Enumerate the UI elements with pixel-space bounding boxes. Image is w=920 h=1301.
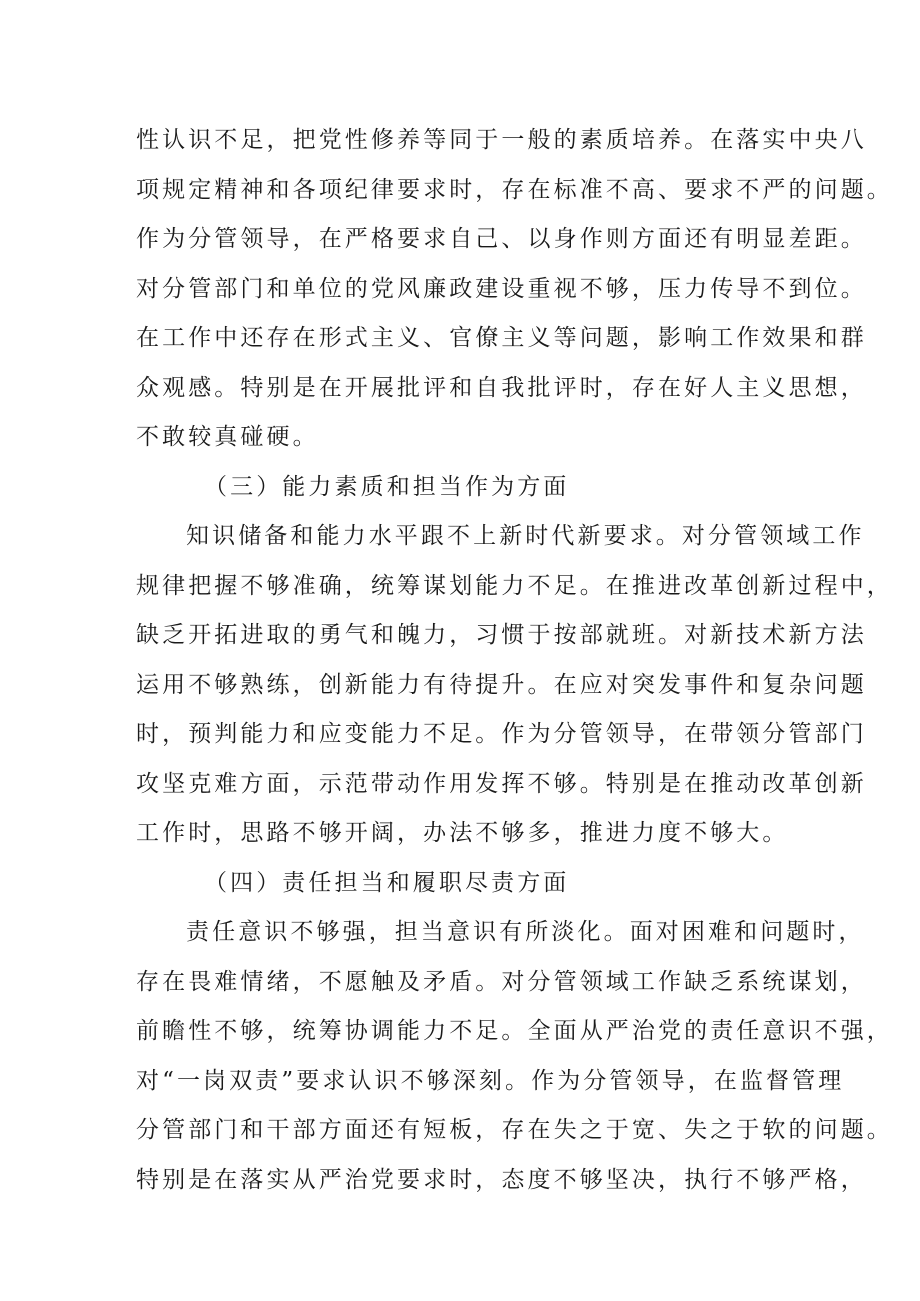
paragraph-line: 规律把握不够准确，统筹谋划能力不足。在推进改革创新过程中， [136,572,893,599]
paragraph-line: 存在畏难情绪，不愿触及矛盾。对分管领域工作缺乏系统谋划， [136,968,867,995]
paragraph-first-line: 责任意识不够强，担当意识有所淡化。面对困难和问题时， [186,919,865,945]
paragraph-line: 性认识不足，把党性修养等同于一般的素质培养。在落实中央八 [136,127,867,153]
paragraph-line: 工作时，思路不够开阔，办法不够多，推进力度不够大。 [136,820,789,846]
section-heading-3: （三）能力素质和担当作为方面 [204,473,570,500]
document-body [136,116,893,1205]
paragraph-line: 对“一岗双责”要求认识不够深刻。作为分管领导，在监督管理 [136,1067,845,1094]
paragraph-line: 缺乏开拓进取的勇气和魄力，习惯于按部就班。对新技术新方法 [136,622,867,648]
paragraph-line: 运用不够熟练，创新能力有待提升。在应对突发事件和复杂问题 [136,671,867,698]
paragraph-line: 众观感。特别是在开展批评和自我批评时，存在好人主义思想， [136,374,867,401]
paragraph-line: 攻坚克难方面，示范带动作用发挥不够。特别是在推动改革创新 [136,770,867,797]
paragraph-line: 时，预判能力和应变能力不足。作为分管领导，在带领分管部门 [136,721,867,747]
paragraph-line: 不敢较真碰硬。 [136,424,319,450]
paragraph-line: 分管部门和干部方面还有短板，存在失之于宽、失之于软的问题。 [136,1117,893,1143]
paragraph-line: 对分管部门和单位的党风廉政建设重视不够，压力传导不到位。 [136,275,867,302]
paragraph-line: 特别是在落实从严治党要求时，态度不够坚决，执行不够严格， [136,1166,867,1193]
paragraph-line: 前瞻性不够，统筹协调能力不足。全面从严治党的责任意识不强， [136,1018,893,1044]
paragraph-first-line: 知识储备和能力水平跟不上新时代新要求。对分管领域工作 [186,523,865,549]
section-heading-4: （四）责任担当和履职尽责方面 [204,869,570,896]
paragraph-line: 项规定精神和各项纪律要求时，存在标准不高、要求不严的问题。 [136,176,893,203]
paragraph-line: 在工作中还存在形式主义、官僚主义等问题，影响工作效果和群 [136,325,867,351]
paragraph-line: 作为分管领导，在严格要求自己、以身作则方面还有明显差距。 [136,226,867,252]
